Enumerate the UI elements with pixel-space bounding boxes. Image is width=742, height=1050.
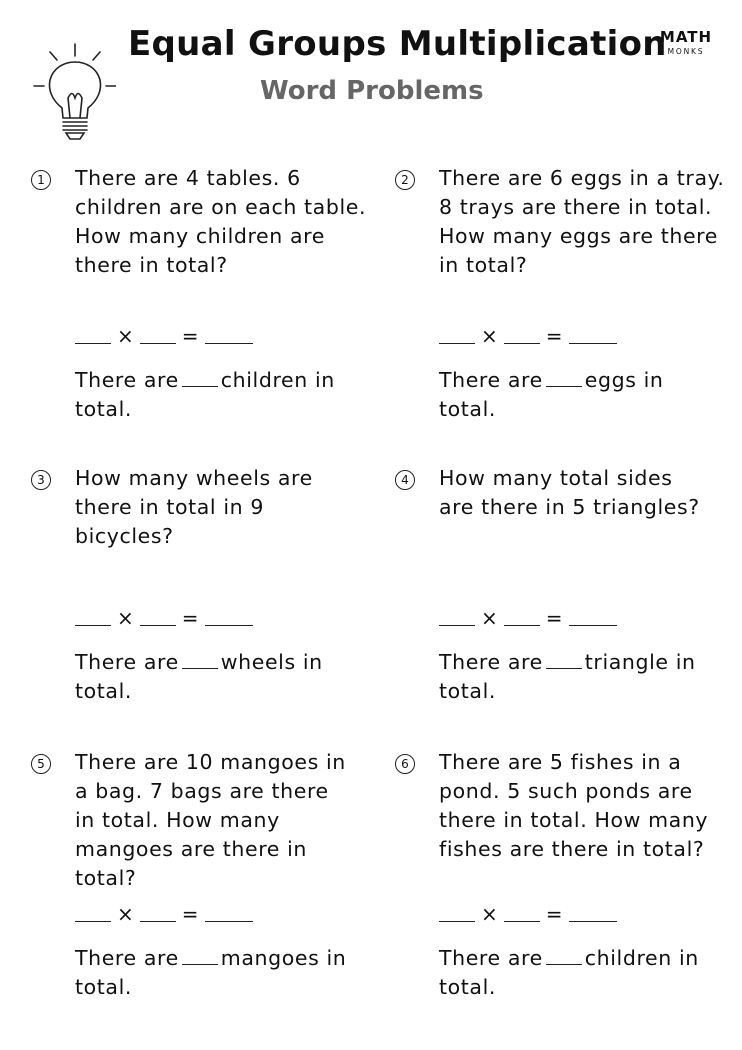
answer-blank[interactable] [182, 946, 218, 965]
answer-sentence: There are children in total. [439, 946, 699, 999]
equation-blanks[interactable]: × = [439, 324, 617, 348]
logo-wordmark: MATH [659, 28, 713, 46]
answer-blank[interactable] [182, 368, 218, 387]
page-subtitle: Word Problems [260, 76, 484, 106]
answer-sentence: There are wheels in total. [75, 650, 323, 703]
times-sign: × [117, 324, 134, 348]
answer-blank[interactable] [546, 946, 582, 965]
answer-blank[interactable] [182, 650, 218, 669]
problem-4 [401, 464, 739, 703]
equals-sign: = [181, 324, 199, 348]
problem-question: How many total sides are there in 5 triangles? [439, 466, 700, 519]
problem-1 [37, 164, 375, 421]
equation-blanks[interactable]: × = [75, 902, 253, 926]
answer-sentence: There are triangle in total. [439, 650, 696, 703]
problem-2 [401, 164, 739, 421]
equation-blanks[interactable]: × = [75, 606, 253, 630]
math-monks-logo [656, 28, 716, 56]
problem-3 [37, 464, 375, 703]
lightbulb-icon [30, 42, 116, 142]
answer-sentence: There are eggs in total. [439, 368, 664, 421]
problem-question: There are 6 eggs in a tray. 8 trays are there in total. How many eggs are there in total? [439, 166, 725, 277]
logo-subtext: MONKS [667, 47, 705, 56]
answer-blank[interactable] [546, 650, 582, 669]
problem-number: 4 [395, 470, 415, 490]
equation-blanks[interactable]: × = [439, 902, 617, 926]
answer-sentence: There are mangoes in total. [75, 946, 347, 999]
problem-5 [37, 748, 375, 999]
problem-number: 6 [395, 754, 415, 774]
answer-blank[interactable] [546, 368, 582, 387]
problem-number: 1 [31, 170, 51, 190]
problem-number: 5 [31, 754, 51, 774]
equation-blanks[interactable]: × = [439, 606, 617, 630]
problem-question: There are 5 fishes in a pond. 5 such ponds are there in total. How many fishes are there in total? [439, 750, 709, 861]
problem-question: There are 10 mangoes in a bag. 7 bags are there in total. How many mangoes are there in total? [75, 750, 346, 890]
problem-question: How many wheels are there in total in 9 bicycles? [75, 466, 313, 548]
problem-number: 3 [31, 470, 51, 490]
problem-number: 2 [395, 170, 415, 190]
page-title: Equal Groups Multiplication [128, 24, 667, 64]
problem-question: There are 4 tables. 6 children are on each table. How many children are there in total? [75, 166, 367, 277]
equation-blanks[interactable] [75, 324, 253, 348]
answer-sentence: There are children in total. [75, 368, 335, 421]
problem-6 [401, 748, 739, 999]
